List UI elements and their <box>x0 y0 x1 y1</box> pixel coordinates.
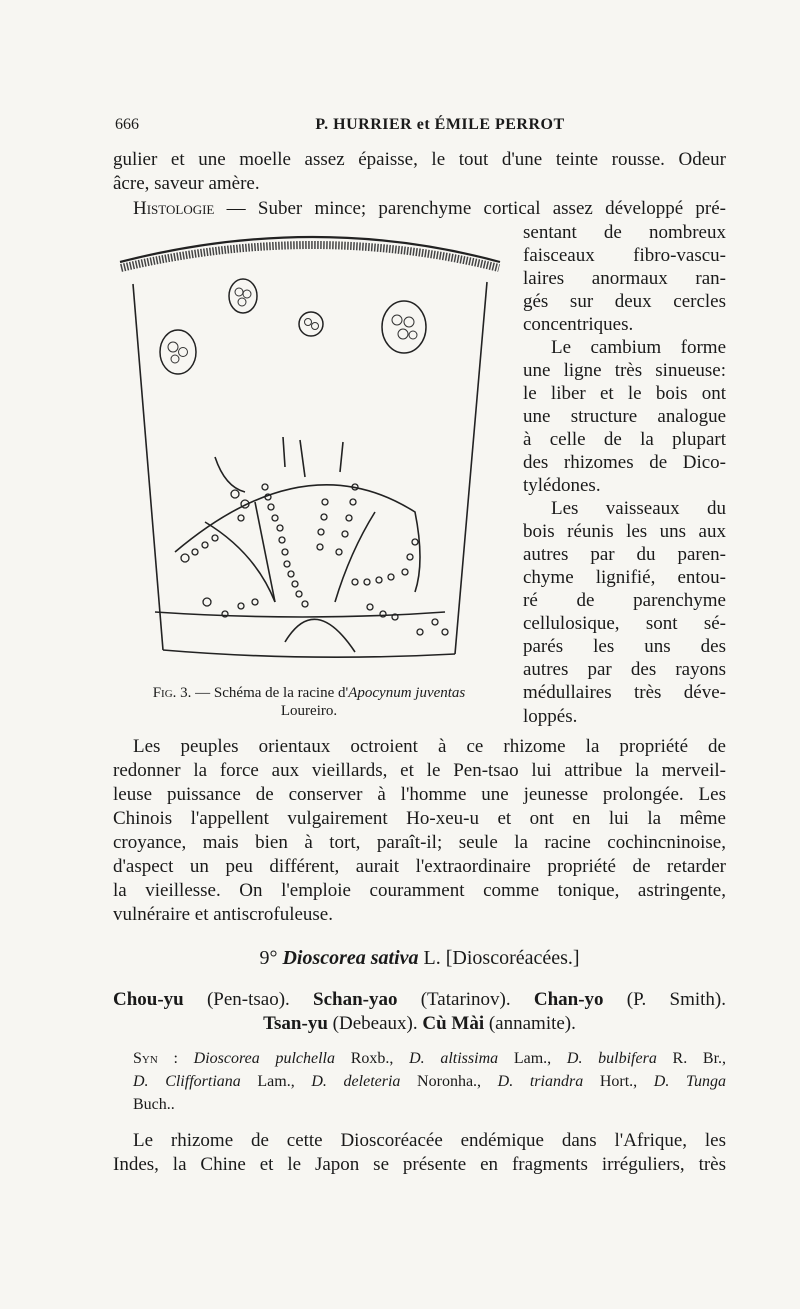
running-header <box>115 116 725 140</box>
body-line: gulier et une moelle assez épaisse, le tout d'une teinte rousse. Odeur <box>113 149 726 170</box>
vernacular-name: Chou-yu <box>113 989 184 1010</box>
col-line: des rhizomes de Dico- <box>523 452 726 473</box>
synonym: D. Tunga <box>653 1073 726 1090</box>
synonyms-line: Syn : Dioscorea pulchella Roxb., D. altissima Lam., D. bulbifera R. Br., <box>133 1050 727 1067</box>
synonym: D. bulbifera <box>566 1050 657 1067</box>
caption-label: Fig. 3. <box>152 685 192 701</box>
synonym-author: R. Br., <box>656 1050 727 1067</box>
synonym-author: Noronha., <box>400 1073 498 1090</box>
vernacular-name: Schan-yao <box>313 989 398 1010</box>
page-number: 666 <box>115 116 139 133</box>
body-line: Chinois l'appellent vulgairement Ho-xeu-u et ont en lui la même <box>113 808 726 829</box>
caption-species: Apocynum juventas <box>348 685 466 701</box>
body-line: la vieillesse. On l'emploie couramment comme tonique, astringente, <box>113 880 726 901</box>
col-line: chyme lignifié, entou- <box>523 567 726 588</box>
col-line: loppés. <box>523 706 578 727</box>
section-title <box>113 946 726 970</box>
figure-caption <box>103 684 515 720</box>
body-line: vulnéraire et antiscrofuleuse. <box>113 904 333 925</box>
col-line: faisceaux fibro-vascu- <box>523 245 726 266</box>
col-line: à celle de la plupart <box>523 429 726 450</box>
col-line: ré de parenchyme <box>523 590 726 611</box>
synonyms-line <box>133 1071 726 1093</box>
synonym: Dioscorea pulchella <box>193 1050 335 1067</box>
synonyms-line: Buch.. <box>133 1096 175 1113</box>
col-line: concentriques. <box>523 314 634 335</box>
caption-text: — Schéma de la racine d' <box>191 685 349 701</box>
col-line: Les vaisseaux du <box>551 498 726 519</box>
section-number: 9° <box>259 947 278 969</box>
synonym: D. triandra <box>497 1073 584 1090</box>
section-family: [Dioscoréacées.] <box>445 947 580 969</box>
col-line: tylédones. <box>523 475 601 496</box>
col-line: médullaires très déve- <box>523 682 726 703</box>
running-title: P. HURRIER et ÉMILE PERROT <box>315 116 565 133</box>
synonyms-label: Syn <box>133 1050 158 1067</box>
body-line: leuse puissance de conserver à l'homme une jeunesse prolongée. Les <box>113 784 726 805</box>
body-line: Le rhizome de cette Dioscoréacée endémique dans l'Afrique, les <box>133 1130 726 1151</box>
vernacular-names-line <box>113 1012 726 1036</box>
synonym: D. Cliffortiana <box>133 1073 241 1090</box>
body-line: redonner la force aux vieillards, et le Pen-tsao lui attribue la merveil- <box>113 760 726 781</box>
body-line: Indes, la Chine et le Japon se présente en fragments irréguliers, très <box>113 1154 726 1175</box>
caption-author: Loureiro. <box>280 703 338 719</box>
col-line: Le cambium forme <box>551 337 726 358</box>
histology-line <box>133 197 726 221</box>
vernacular-name: Chan-yo <box>533 989 604 1010</box>
root-section-figure <box>115 222 515 692</box>
synonym-author: Lam., <box>498 1050 567 1067</box>
histology-label: Histologie <box>133 198 215 219</box>
col-line: sentant de nombreux <box>523 222 726 243</box>
name-source: (annamite). <box>484 1013 576 1034</box>
synonym-author: Hort., <box>583 1073 654 1090</box>
col-line: parés les uns des <box>523 636 726 657</box>
vernacular-names-line <box>113 988 726 1012</box>
synonym-author: Lam., <box>240 1073 312 1090</box>
col-line: gés sur deux cercles <box>523 291 726 312</box>
body-line: Les peuples orientaux octroient à ce rhizome la propriété de <box>133 736 726 757</box>
name-source: (P. Smith). <box>603 989 726 1010</box>
col-line: bois réunis les uns aux <box>523 521 726 542</box>
synonym-author: Roxb., <box>334 1050 410 1067</box>
synonym: D. altissima <box>409 1050 499 1067</box>
body-line: d'aspect un peu différent, aurait l'extraordinaire propriété de retarder <box>113 856 726 877</box>
name-source: (Pen-tsao). <box>183 989 314 1010</box>
body-line: âcre, saveur amère. <box>113 173 260 194</box>
col-line: autres par des rayons <box>523 659 726 680</box>
section-author: L. <box>418 947 446 969</box>
vernacular-name: Cù Mài <box>422 1013 485 1034</box>
vernacular-name: Tsan-yu <box>263 1013 328 1034</box>
synonym: D. deleteria <box>311 1073 401 1090</box>
col-line: laires anormaux ran- <box>523 268 726 289</box>
col-line: cellulosique, sont sé- <box>523 613 726 634</box>
body-line: croyance, mais bien à tort, paraît-il; seule la racine cochincninoise, <box>113 832 726 853</box>
histology-text: — Suber mince; parenchyme cortical assez développé pré- <box>214 198 726 219</box>
section-species: Dioscorea sativa <box>282 947 419 969</box>
col-line: une ligne très sinueuse: <box>523 360 726 381</box>
col-line: une structure analogue <box>523 406 726 427</box>
name-source: (Tatarinov). <box>397 989 534 1010</box>
col-line: le liber et le bois ont <box>523 383 726 404</box>
name-source: (Debeaux). <box>327 1013 423 1034</box>
col-line: autres par du paren- <box>523 544 726 565</box>
